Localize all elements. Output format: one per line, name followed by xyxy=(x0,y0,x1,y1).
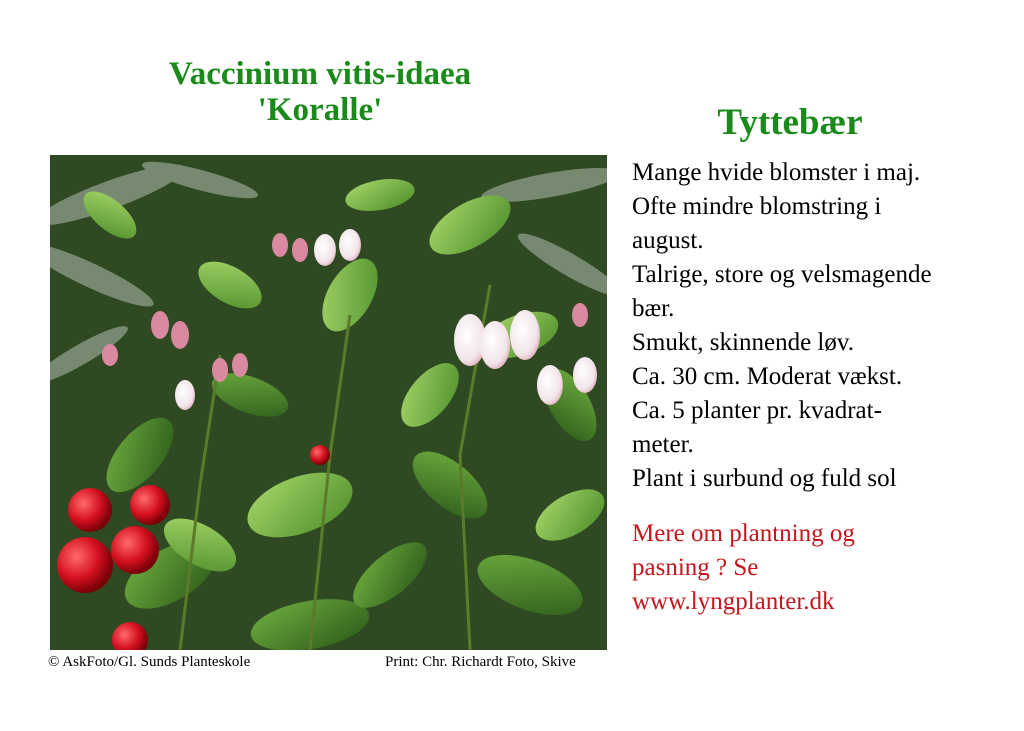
plant-photo xyxy=(50,155,607,650)
latin-name-line: Vaccinium vitis-idaea xyxy=(168,56,472,92)
description-line: bær. xyxy=(632,295,675,322)
cultivar-name-line: 'Koralle' xyxy=(257,92,383,128)
description-line: Ofte mindre blomstring i xyxy=(632,193,882,220)
more-info-line: pasning ? Se xyxy=(632,554,759,581)
common-name-heading: Tyttebær xyxy=(717,102,863,143)
print-credit: Print: Chr. Richardt Foto, Skive xyxy=(385,654,576,670)
description-line: Mange hvide blomster i maj. xyxy=(632,159,921,186)
website-link[interactable]: www.lyngplanter.dk xyxy=(632,588,835,615)
description-line: Ca. 30 cm. Moderat vækst. xyxy=(632,363,903,390)
more-info-line: Mere om plantning og xyxy=(632,520,855,547)
description-line: Ca. 5 planter pr. kvadrat- xyxy=(632,397,882,424)
description-line: august. xyxy=(632,227,704,254)
photo-credit: © AskFoto/Gl. Sunds Planteskole xyxy=(48,654,251,670)
description-block xyxy=(632,156,1002,496)
description-line: meter. xyxy=(632,431,694,458)
description-line: Smukt, skinnende løv. xyxy=(632,329,854,356)
more-info-block xyxy=(632,517,1002,619)
latin-title xyxy=(50,56,590,128)
description-line: Talrige, store og velsmagende xyxy=(632,261,932,288)
description-line: Plant i surbund og fuld sol xyxy=(632,465,897,492)
